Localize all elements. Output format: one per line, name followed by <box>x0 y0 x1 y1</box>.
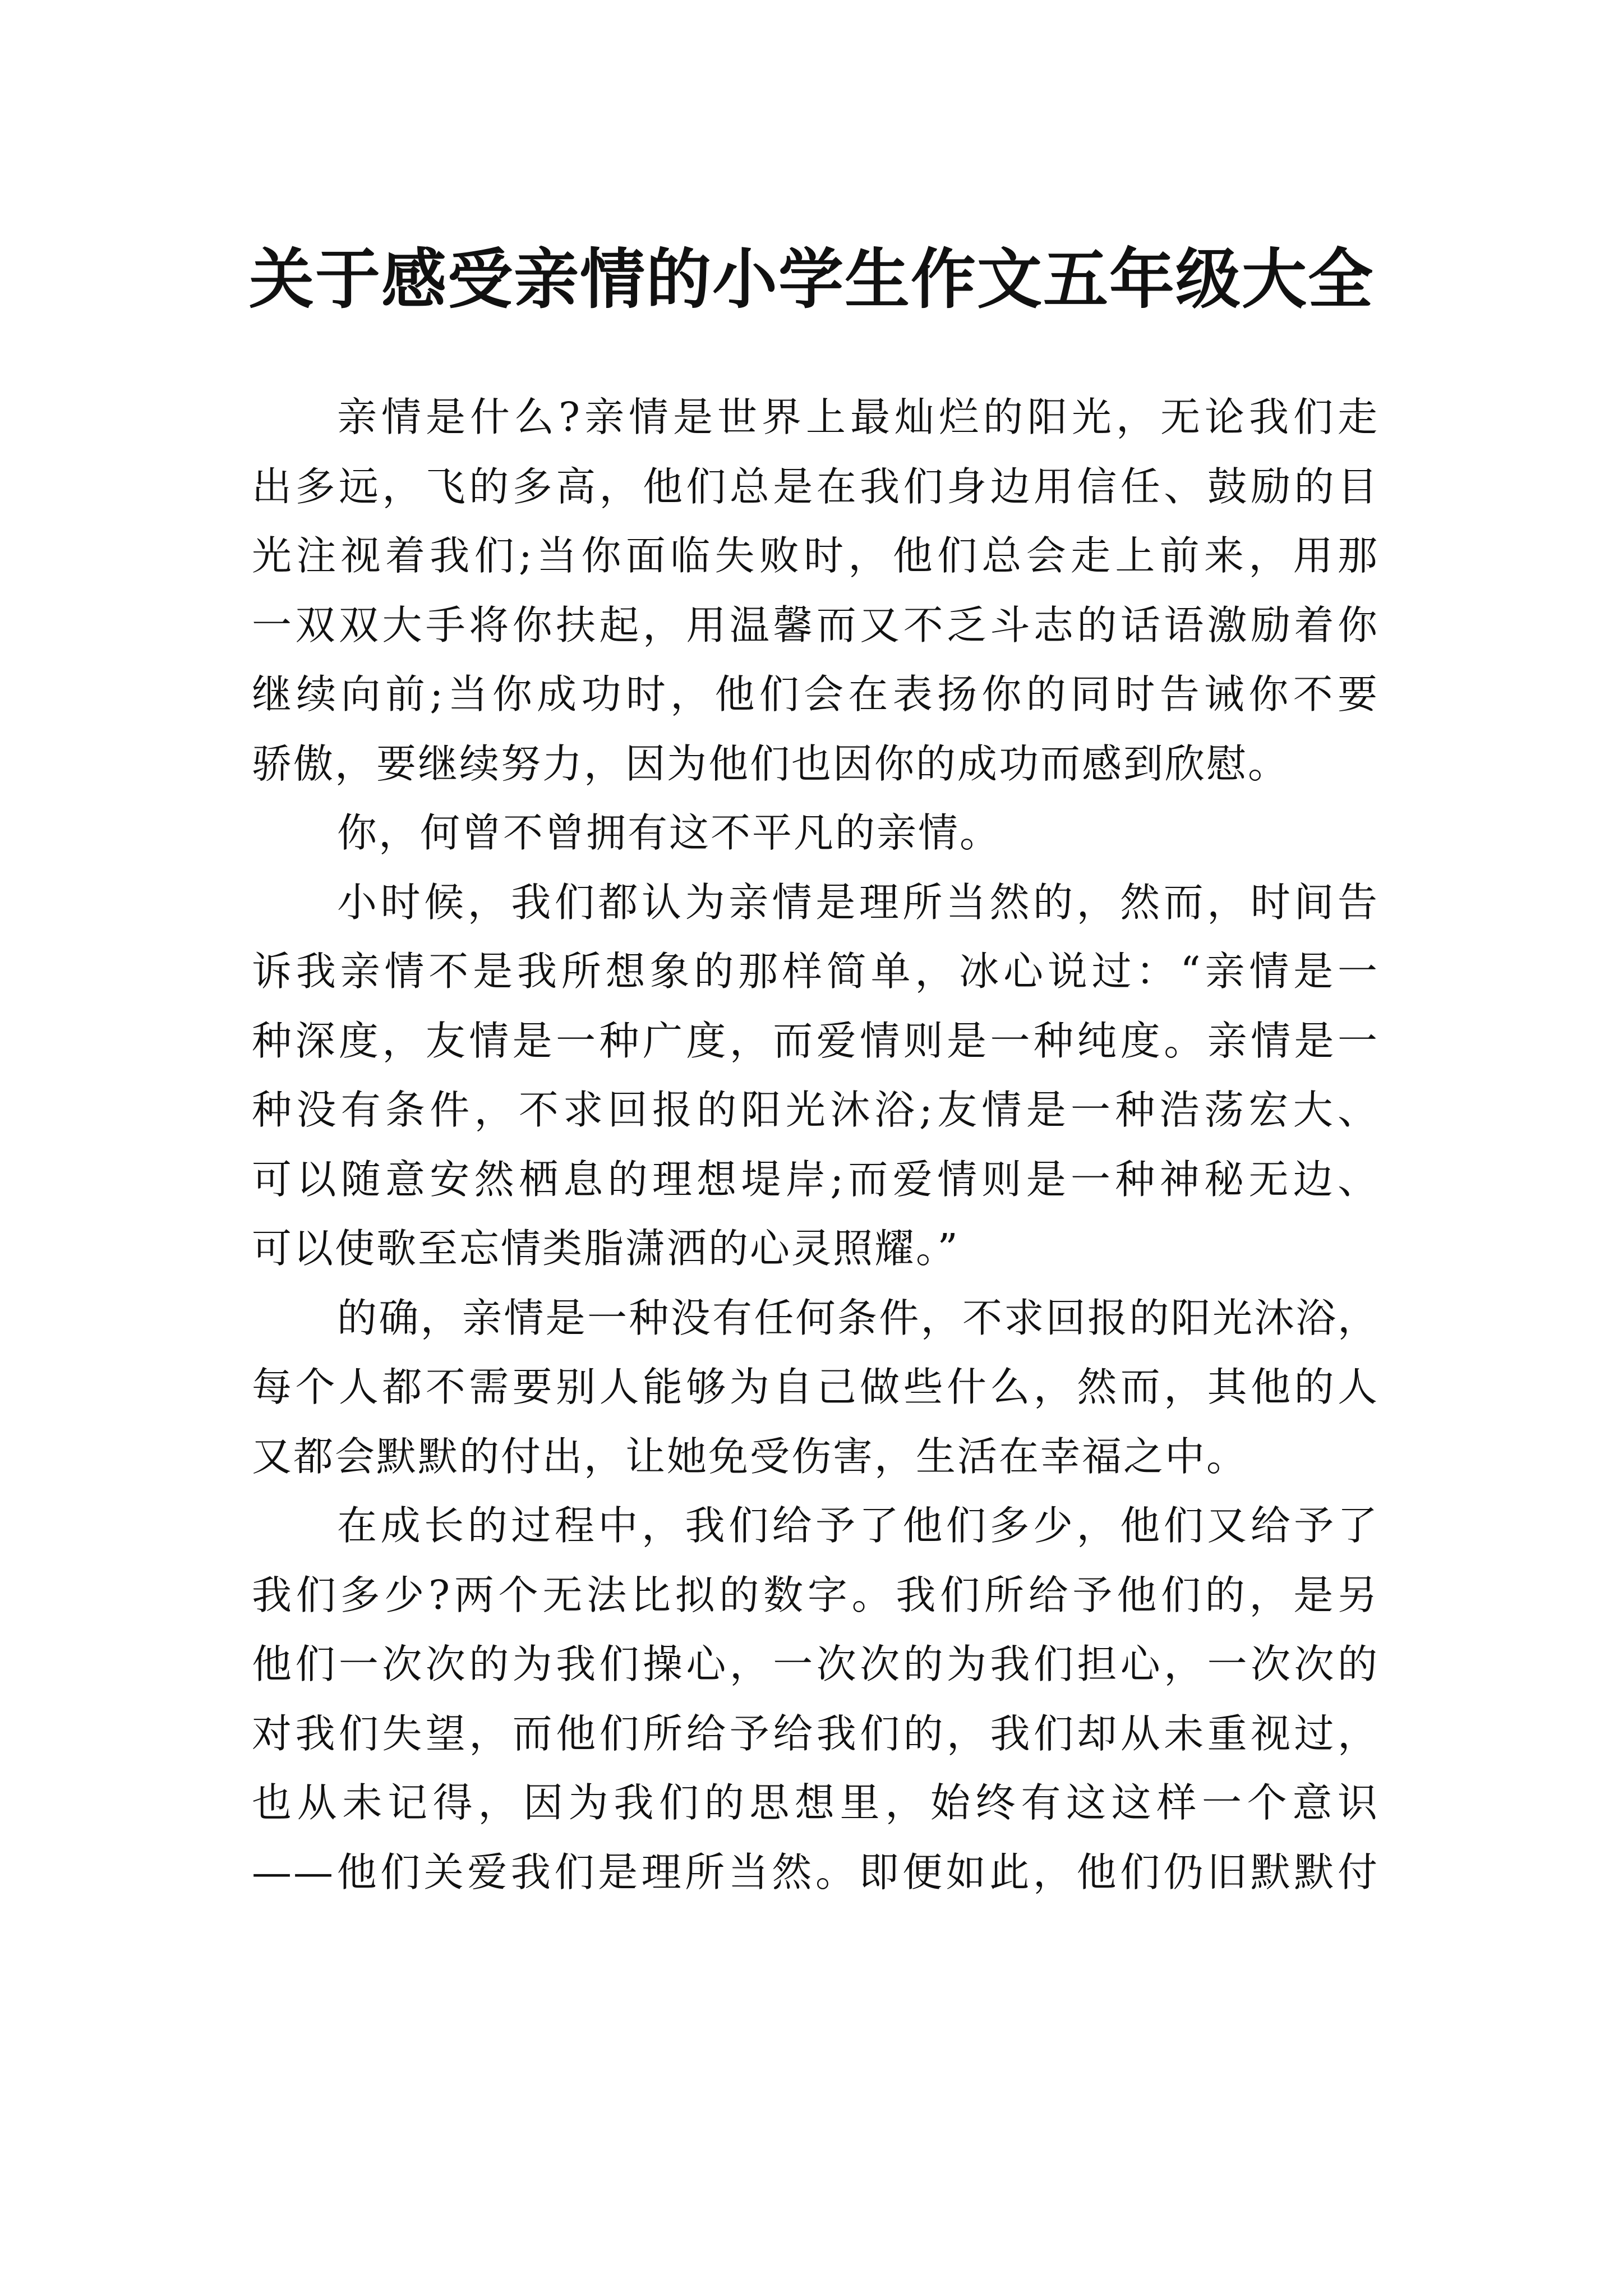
text-line: 我们多少?两个无法比拟的数字。我们所给予他们的，是另 <box>252 1571 1379 1618</box>
text-line: 种没有条件，不求回报的阳光沐浴;友情是一种浩荡宏大、 <box>252 1087 1379 1133</box>
text-line: 继续向前;当你成功时，他们会在表扬你的同时告诫你不要 <box>252 671 1379 717</box>
text-line: 也从未记得，因为我们的思想里，始终有这这样一个意识 <box>252 1779 1379 1826</box>
text-line: 骄傲，要继续努力，因为他们也因你的成功而感到欣慰。 <box>252 740 1290 787</box>
text-line: 对我们失望，而他们所给予给我们的，我们却从未重视过， <box>252 1710 1379 1757</box>
text-line: 的确，亲情是一种没有任何条件，不求回报的阳光沐浴， <box>337 1294 1379 1341</box>
text-line: 出多远，飞的多高，他们总是在我们身边用信任、鼓励的目 <box>252 463 1379 510</box>
text-line: 种深度，友情是一种广度，而爱情则是一种纯度。亲情是一 <box>252 1017 1379 1064</box>
text-line: 可以使歌至忘情类脂潇洒的心灵照耀。” <box>252 1225 960 1272</box>
text-line: 你，何曾不曾拥有这不平凡的亲情。 <box>337 809 1002 856</box>
text-line: 亲情是什么?亲情是世界上最灿烂的阳光，无论我们走 <box>337 394 1379 440</box>
text-line: 诉我亲情不是我所想象的那样简单，冰心说过：“亲情是一 <box>252 948 1379 995</box>
text-line: 他们一次次的为我们操心，一次次的为我们担心，一次次的 <box>252 1641 1379 1687</box>
text-line: 可以随意安然栖息的理想堤岸;而爱情则是一种神秘无边、 <box>252 1156 1379 1203</box>
text-line: 又都会默默的付出，让她免受伤害，生活在幸福之中。 <box>252 1433 1248 1480</box>
document-title: 关于感受亲情的小学生作文五年级大全 <box>249 241 1374 318</box>
text-line: ——他们关爱我们是理所当然。即便如此，他们仍旧默默付 <box>252 1848 1379 1895</box>
text-line: 光注视着我们;当你面临失败时，他们总会走上前来，用那 <box>252 532 1379 579</box>
text-line: 在成长的过程中，我们给予了他们多少，他们又给予了 <box>337 1502 1379 1549</box>
document-body <box>252 383 1379 1907</box>
text-line: 每个人都不需要别人能够为自己做些什么，然而，其他的人 <box>252 1364 1379 1410</box>
text-line: 一双双大手将你扶起，用温馨而又不乏斗志的话语激励着你 <box>252 601 1379 648</box>
text-line: 小时候，我们都认为亲情是理所当然的，然而，时间告 <box>337 878 1379 926</box>
